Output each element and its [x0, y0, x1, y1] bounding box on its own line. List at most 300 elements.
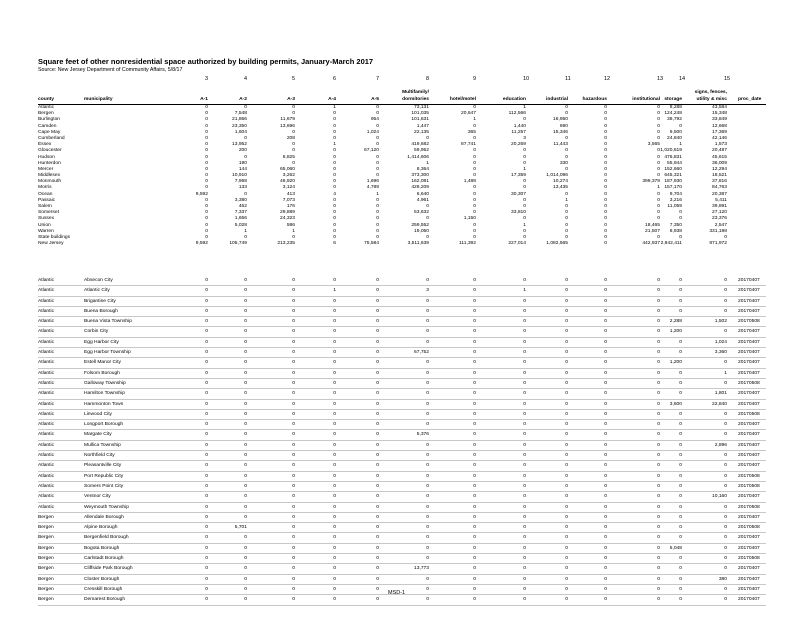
cell-value: 0 — [244, 329, 247, 335]
cell-value: 0 — [604, 380, 607, 386]
cell-value: 0 — [473, 204, 476, 209]
cell-value: 0 — [205, 111, 208, 117]
cell-value: 419,682 — [411, 142, 429, 148]
proc-date: 20170508 — [738, 380, 760, 386]
cell-value: 0 — [244, 135, 247, 141]
cell-value: 0 — [473, 185, 476, 191]
cell-value: 0 — [604, 105, 607, 110]
cell-value: 0 — [679, 380, 682, 386]
cell-value: 0 — [657, 370, 660, 376]
cell-value: 0 — [333, 494, 336, 500]
cell-value: 0 — [205, 228, 208, 234]
cell-value: 0 — [473, 566, 476, 572]
cell-value: 0 — [657, 514, 660, 520]
table-row — [38, 461, 766, 471]
cell-value: 0 — [333, 545, 336, 551]
cell-value: 4,789 — [366, 185, 379, 191]
cell-value: 0 — [292, 129, 295, 135]
county-name: Atlantic — [38, 278, 55, 283]
cell-value: 0 — [565, 210, 568, 216]
cell-value: 0 — [333, 535, 336, 541]
cell-value: 20,269 — [511, 142, 526, 148]
cell-value: 0 — [565, 308, 568, 314]
municipality-name: Carlstadt Borough — [84, 556, 124, 562]
cell-value: 0 — [244, 380, 247, 386]
cell-value: 0 — [523, 535, 526, 541]
municipality-name: Longport Borough — [84, 422, 124, 428]
cell-value: 0 — [473, 494, 476, 500]
cell-value: 0 — [604, 442, 607, 448]
cell-value: 0 — [244, 288, 247, 294]
cell-value: 0 — [426, 422, 429, 428]
cell-value: 0 — [205, 586, 208, 592]
cell-value: 0 — [565, 204, 568, 209]
cell-value: 0 — [523, 339, 526, 345]
cell-value: 0 — [376, 173, 379, 179]
cell-value: 0 — [333, 453, 336, 459]
cell-value: 46,920 — [280, 179, 295, 185]
county-name: Bergen — [38, 597, 54, 603]
table-row — [38, 451, 766, 461]
cell-value: 0 — [205, 339, 208, 345]
municipality-name: Ventnor City — [84, 494, 111, 500]
cell-value: 0 — [657, 401, 660, 407]
county-name: Bergen — [38, 535, 54, 541]
cell-value: 0 — [523, 545, 526, 551]
cell-value: 152,660 — [664, 166, 682, 172]
cell-value: 0 — [679, 556, 682, 562]
cell-value: 0 — [376, 234, 379, 240]
cell-value: 0 — [376, 535, 379, 541]
cell-value: 0 — [473, 166, 476, 172]
cell-value: 0 — [376, 504, 379, 510]
header-a4: A-4 — [328, 97, 336, 102]
cell-value: 0 — [565, 228, 568, 234]
municipal-table — [0, 276, 800, 606]
cell-value: 0 — [376, 319, 379, 325]
cell-value: 33,810 — [511, 210, 526, 216]
cell-value: 0 — [376, 545, 379, 551]
cell-value: 0 — [244, 566, 247, 572]
cell-value: 0 — [292, 514, 295, 520]
cell-value: 0 — [565, 370, 568, 376]
cell-value: 5,411 — [715, 197, 727, 203]
cell-value: 0 — [657, 123, 660, 129]
cell-value: 0 — [376, 401, 379, 407]
municipality-name: Hammonton Town — [84, 401, 124, 407]
cell-value: 0 — [679, 453, 682, 459]
cell-value: 0 — [724, 432, 727, 438]
cell-value: 0 — [679, 216, 682, 222]
municipality-name: Hamilton Township — [84, 391, 125, 397]
cell-value: 0 — [679, 483, 682, 489]
municipality-name: Weymouth Township — [84, 504, 129, 510]
cell-value: 0 — [244, 556, 247, 562]
cell-value: 0 — [376, 566, 379, 572]
table-header — [0, 90, 800, 104]
table-row — [38, 472, 766, 482]
municipality-name: Demarest Borough — [84, 597, 126, 603]
cell-value: 1 — [376, 191, 379, 197]
cell-value: 0 — [205, 380, 208, 386]
cell-value: 0 — [679, 514, 682, 520]
cell-value: 0 — [523, 154, 526, 160]
cell-value: 1,440 — [513, 123, 526, 129]
cell-value: 0 — [473, 597, 476, 603]
proc-date: 20170508 — [738, 411, 760, 417]
county-name: Atlantic — [38, 401, 55, 407]
cell-value: 0 — [657, 216, 660, 222]
cell-value: 1 — [333, 105, 336, 110]
county-name: Atlantic — [38, 494, 55, 500]
cell-value: 10,910 — [232, 173, 247, 179]
cell-value: 0 — [565, 391, 568, 397]
cell-value: 0 — [565, 135, 568, 141]
cell-value: 0 — [244, 545, 247, 551]
cell-value: 0 — [205, 204, 208, 209]
cell-value: 0 — [523, 308, 526, 314]
cell-value: 0 — [679, 525, 682, 531]
cell-value: 0 — [724, 586, 727, 592]
cell-value: 0 — [426, 135, 429, 141]
cell-value: 0 — [292, 308, 295, 314]
table-row — [38, 441, 766, 451]
cell-value: 0 — [292, 370, 295, 376]
cell-value: 0 — [473, 463, 476, 469]
cell-value: 586 — [286, 222, 295, 228]
cell-value: 0 — [205, 278, 208, 283]
column-number: 12 — [604, 76, 611, 82]
county-name: Essex — [38, 142, 52, 148]
cell-value: 1 — [244, 228, 247, 234]
cell-value: 3 — [426, 288, 429, 294]
cell-value: 23,350 — [232, 123, 247, 129]
cell-value: 0 — [724, 329, 727, 335]
cell-value: 0 — [333, 586, 336, 592]
cell-value: 24,840 — [667, 135, 682, 141]
cell-value: 0 — [473, 360, 476, 366]
cell-value: 0 — [376, 339, 379, 345]
column-number: 15 — [724, 76, 731, 82]
county-name: Bergen — [38, 566, 54, 572]
table-row — [38, 389, 766, 399]
cell-value: 0 — [604, 350, 607, 356]
cell-value: 0 — [205, 222, 208, 228]
cell-value: 0 — [604, 129, 607, 135]
cell-value: 0 — [244, 391, 247, 397]
cell-value: 0 — [426, 329, 429, 335]
municipality-name: Galloway Township — [84, 380, 126, 386]
cell-value: 0 — [244, 105, 247, 110]
cell-value: 0 — [244, 576, 247, 582]
cell-value: 0 — [565, 586, 568, 592]
cell-value: 0 — [473, 234, 476, 240]
cell-value: 0 — [205, 148, 208, 154]
county-name: Hudson — [38, 154, 55, 160]
cell-value: 0 — [333, 216, 336, 222]
cell-value: 0 — [333, 360, 336, 366]
cell-value: 0 — [333, 197, 336, 203]
cell-value: 0 — [292, 111, 295, 117]
cell-value: 2,896 — [714, 442, 727, 448]
cell-value: 0 — [724, 535, 727, 541]
cell-value: 0 — [205, 117, 208, 123]
cell-value: 1 — [679, 142, 682, 148]
cell-value: 227,014 — [508, 241, 526, 247]
cell-value: 0 — [205, 329, 208, 335]
cell-value: 0 — [565, 329, 568, 335]
cell-value: 259,552 — [411, 222, 429, 228]
cell-value: 0 — [292, 463, 295, 469]
municipality-name: Cresskill Borough — [84, 586, 123, 592]
cell-value: 21,866 — [232, 117, 247, 123]
county-name: Atlantic — [38, 360, 55, 366]
cell-value: 0 — [292, 442, 295, 448]
cell-value: 9,592 — [195, 191, 208, 197]
cell-value: 476,831 — [664, 154, 682, 160]
cell-value: 0 — [565, 463, 568, 469]
cell-value: 0 — [473, 319, 476, 325]
cell-value: 1,801 — [714, 391, 727, 397]
cell-value: 330 — [559, 160, 568, 166]
cell-value: 0 — [376, 494, 379, 500]
county-name: Bergen — [38, 514, 54, 520]
cell-value: 0 — [679, 566, 682, 572]
county-name: Burlington — [38, 117, 61, 123]
municipality-name: Egg Harbor Township — [84, 350, 131, 356]
cell-value: 0 — [604, 191, 607, 197]
cell-value: 0 — [657, 556, 660, 562]
cell-value: 0 — [604, 494, 607, 500]
proc-date: 20170407 — [738, 278, 760, 283]
municipality-name: Alpine Borough — [84, 525, 118, 531]
cell-value: 0 — [565, 422, 568, 428]
cell-value: 413 — [286, 191, 295, 197]
cell-value: 200 — [238, 148, 247, 154]
cell-value: 0 — [333, 228, 336, 234]
cell-value: 0 — [205, 210, 208, 216]
cell-value: 0 — [657, 117, 660, 123]
cell-value: 45,615 — [712, 154, 727, 160]
municipality-name: Buena Vista Township — [84, 319, 132, 325]
cell-value: 0 — [523, 422, 526, 428]
proc-date: 20170508 — [738, 556, 760, 562]
cell-value: 0 — [657, 525, 660, 531]
cell-value: 15,346 — [553, 129, 568, 135]
cell-value: 15,348 — [712, 111, 727, 117]
column-number: 3 — [205, 76, 209, 82]
cell-value: 208 — [286, 135, 295, 141]
cell-value: 0 — [376, 298, 379, 304]
cell-value: 0 — [244, 308, 247, 314]
cell-value: 0 — [376, 329, 379, 335]
cell-value: 1 — [565, 197, 568, 203]
cell-value: 0 — [565, 339, 568, 345]
cell-value: 0 — [565, 234, 568, 240]
cell-value: 0 — [523, 360, 526, 366]
county-name: Camden — [38, 123, 57, 129]
report-title: Square feet of other nonresidential space authorized by building permits, January-March 2017 — [38, 57, 374, 66]
cell-value: 0 — [604, 586, 607, 592]
table-row — [38, 286, 766, 296]
cell-value: 0 — [333, 576, 336, 582]
cell-value: 0 — [376, 222, 379, 228]
cell-value: 0 — [679, 308, 682, 314]
cell-value: 187,930 — [664, 179, 682, 185]
cell-value: 0 — [657, 432, 660, 438]
cell-value: 0 — [205, 350, 208, 356]
cell-value: 0 — [376, 380, 379, 386]
cell-value: 0 — [426, 216, 429, 222]
cell-value: 12,668 — [712, 123, 727, 129]
table-row — [38, 420, 766, 430]
table-row — [38, 369, 766, 379]
cell-value: 10,274 — [553, 179, 568, 185]
cell-value: 0 — [473, 339, 476, 345]
cell-value: 0 — [473, 298, 476, 304]
cell-value: 0 — [724, 308, 727, 314]
cell-value: 0 — [679, 411, 682, 417]
cell-value: 0 — [523, 514, 526, 520]
cell-value: 0 — [523, 442, 526, 448]
cell-value: 0 — [205, 197, 208, 203]
cell-value: 0 — [565, 411, 568, 417]
cell-value: 0 — [244, 278, 247, 283]
cell-value: 442,937 — [642, 241, 660, 247]
county-name: Atlantic — [38, 329, 55, 335]
cell-value: 43,584 — [712, 105, 727, 110]
cell-value: 0 — [292, 504, 295, 510]
cell-value: 0 — [292, 380, 295, 386]
cell-value: 0 — [205, 556, 208, 562]
cell-value: 112,566 — [508, 111, 526, 117]
county-name: Warren — [38, 228, 54, 234]
cell-value: 0 — [657, 191, 660, 197]
cell-value: 0 — [205, 288, 208, 294]
cell-value: 0 — [426, 204, 429, 209]
cell-value: 0 — [523, 380, 526, 386]
cell-value: 0 — [292, 483, 295, 489]
proc-date: 20170407 — [738, 597, 760, 603]
municipality-name: Brigantine City — [84, 298, 116, 304]
cell-value: 0 — [292, 298, 295, 304]
cell-value: 0 — [657, 339, 660, 345]
cell-value: 1,014,096 — [546, 173, 568, 179]
cell-value: 0 — [473, 308, 476, 314]
cell-value: 0 — [604, 160, 607, 166]
cell-value: 0 — [657, 566, 660, 572]
cell-value: 0 — [244, 234, 247, 240]
cell-value: 0 — [376, 576, 379, 582]
cell-value: 0 — [604, 142, 607, 148]
cell-value: 0 — [724, 234, 727, 240]
cell-value: 0 — [604, 111, 607, 117]
cell-value: 0 — [724, 556, 727, 562]
cell-value: 0 — [426, 525, 429, 531]
cell-value: 0 — [565, 597, 568, 603]
cell-value: 16,950 — [553, 117, 568, 123]
cell-value: 0 — [426, 380, 429, 386]
cell-value: 39,891 — [712, 204, 727, 209]
cell-value: 0 — [523, 504, 526, 510]
cell-value: 0 — [333, 391, 336, 397]
cell-value: 645,321 — [664, 173, 682, 179]
cell-value: 0 — [657, 545, 660, 551]
cell-value: 0 — [724, 463, 727, 469]
cell-value: 0 — [473, 329, 476, 335]
cell-value: 0 — [679, 298, 682, 304]
cell-value: 0 — [565, 535, 568, 541]
table-row — [38, 276, 766, 286]
cell-value: 8,364 — [416, 166, 429, 172]
cell-value: 0 — [657, 204, 660, 209]
cell-value: 0 — [724, 545, 727, 551]
municipality-name: Port Republic City — [84, 473, 124, 479]
cell-value: 0 — [523, 197, 526, 203]
cell-value: 13,435 — [553, 185, 568, 191]
cell-value: 0 — [604, 278, 607, 283]
cell-value: 157,170 — [664, 185, 682, 191]
cell-value: 0 — [473, 197, 476, 203]
county-name: Atlantic — [38, 432, 55, 438]
cell-value: 6,825 — [282, 154, 295, 160]
cell-value: 0 — [292, 545, 295, 551]
proc-date: 20170407 — [738, 545, 760, 551]
cell-value: 0 — [523, 160, 526, 166]
proc-date: 20170407 — [738, 514, 760, 520]
cell-value: 0 — [724, 514, 727, 520]
cell-value: 0 — [376, 597, 379, 603]
county-name: Salem — [38, 204, 52, 209]
cell-value: 0 — [679, 473, 682, 479]
cell-value: 0 — [604, 117, 607, 123]
cell-value: 6 — [333, 241, 336, 247]
cell-value: 24,323 — [280, 216, 295, 222]
cell-value: 0 — [679, 391, 682, 397]
cell-value: 0 — [679, 463, 682, 469]
cell-value: 0 — [376, 350, 379, 356]
cell-value: 0 — [679, 339, 682, 345]
municipality-name: Folsom Borough — [84, 370, 120, 376]
cell-value: 0 — [565, 216, 568, 222]
cell-value: 0 — [565, 525, 568, 531]
cell-value: 67,120 — [364, 148, 379, 154]
cell-value: 0 — [426, 319, 429, 325]
cell-value: 0 — [565, 514, 568, 520]
cell-value: 0 — [657, 453, 660, 459]
cell-value: 0 — [205, 142, 208, 148]
cell-value: 0 — [604, 391, 607, 397]
cell-value: 0 — [565, 278, 568, 283]
cell-value: 0 — [565, 148, 568, 154]
header-industrial: industrial — [545, 97, 568, 102]
cell-value: 1,696 — [366, 179, 379, 185]
header-hazardous: hazardous — [582, 97, 607, 102]
municipality-name: Absecon City — [84, 278, 113, 283]
cell-value: 0 — [376, 525, 379, 531]
cell-value: 0 — [292, 278, 295, 283]
cell-value: 0 — [205, 422, 208, 428]
cell-value: 0 — [657, 166, 660, 172]
cell-value: 0 — [292, 142, 295, 148]
county-name: Atlantic — [38, 463, 55, 469]
municipality-name: Pleasantville City — [84, 463, 122, 469]
cell-value: 0 — [292, 535, 295, 541]
cell-value: 0 — [657, 483, 660, 489]
cell-value: 0 — [205, 473, 208, 479]
cell-value: 0 — [205, 154, 208, 160]
cell-value: 0 — [473, 210, 476, 216]
